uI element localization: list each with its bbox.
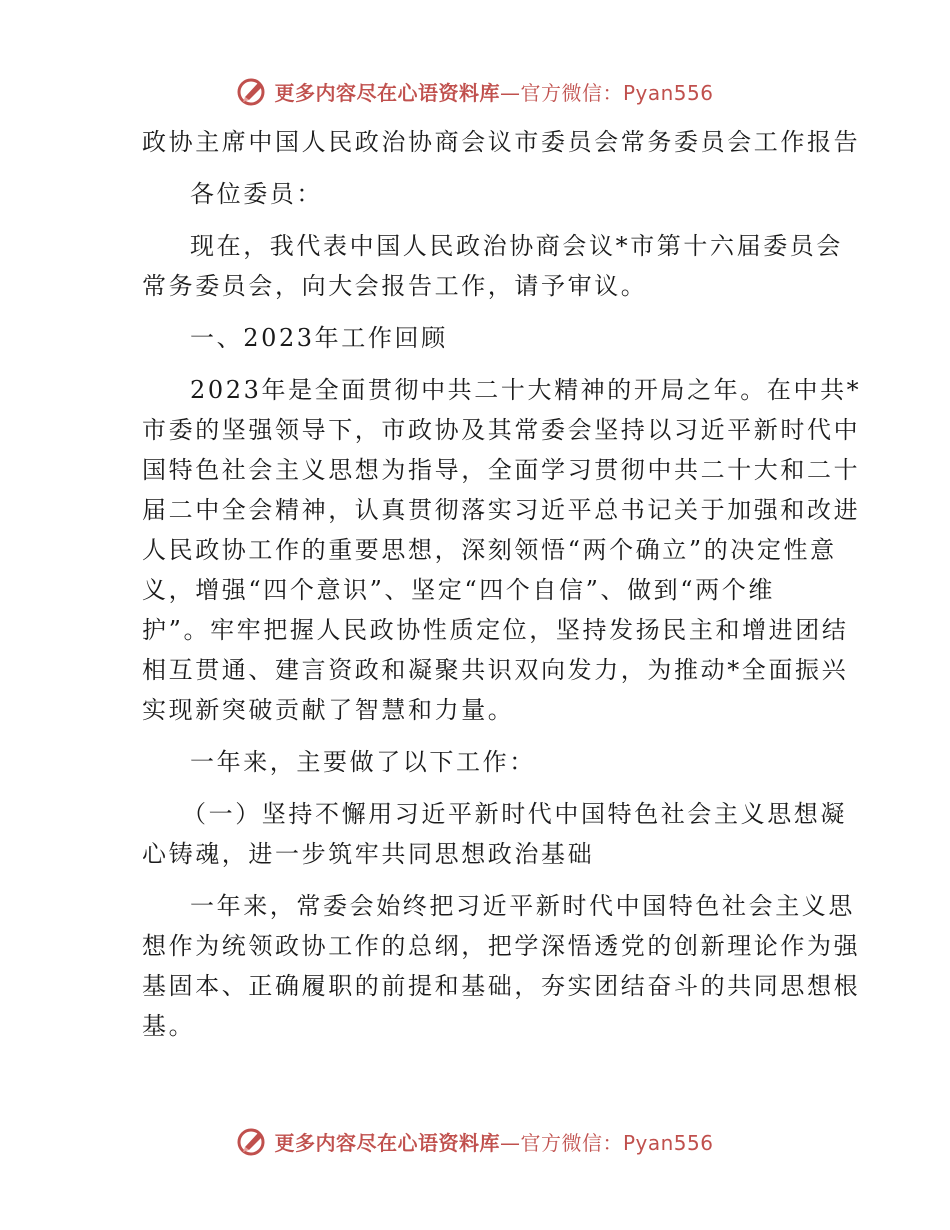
watermark-sub-text: —官方微信：Pyan556 <box>499 80 714 105</box>
document-body <box>142 122 862 1046</box>
intro-line-2: 常务委员会，向大会报告工作，请予审议。 <box>142 272 648 300</box>
watermark-main-text: 更多内容尽在心语资料库 <box>274 80 500 105</box>
pen-logo-icon <box>236 1125 268 1157</box>
section-heading-1: 一、2023年工作回顾 <box>190 324 448 352</box>
review-line-3: 国特色社会主义思想为指导，全面学习贯彻中共二十大和二十 <box>142 456 861 484</box>
watermark-main-text: 更多内容尽在心语资料库 <box>274 1130 500 1155</box>
watermark-footer <box>0 1124 950 1158</box>
watermark-header <box>0 74 950 108</box>
document-title: 政协主席中国人民政治协商会议市委员会常务委员会工作报告 <box>142 128 861 156</box>
review-line-7: 护”。牢牢把握人民政协性质定位，坚持发扬民主和增进团结 <box>142 616 849 644</box>
review-line-9: 实现新突破贡献了智慧和力量。 <box>142 696 515 724</box>
pen-logo-icon <box>236 75 268 107</box>
review-line-5: 人民政协工作的重要思想，深刻领悟“两个确立”的决定性意 <box>142 536 837 564</box>
sub-heading-line-2: 心铸魂，进一步筑牢共同思想政治基础 <box>142 840 595 868</box>
body-line-2: 想作为统领政协工作的总纲，把学深悟透党的创新理论作为强 <box>142 932 861 960</box>
intro-line-1: 现在，我代表中国人民政治协商会议*市第十六届委员会 <box>190 232 843 260</box>
body-line-3: 基固本、正确履职的前提和基础，夯实团结奋斗的共同思想根 <box>142 972 861 1000</box>
body-line-4: 基。 <box>142 1012 196 1040</box>
review-line-2: 市委的坚强领导下，市政协及其常委会坚持以习近平新时代中 <box>142 416 861 444</box>
salutation: 各位委员： <box>190 180 323 208</box>
watermark-sub-text: —官方微信：Pyan556 <box>499 1130 714 1155</box>
review-line-6: 义，增强“四个意识”、坚定“四个自信”、做到“两个维 <box>142 576 775 604</box>
review-line-4: 届二中全会精神，认真贯彻落实习近平总书记关于加强和改进 <box>142 496 861 524</box>
sub-heading-line-1: （一）坚持不懈用习近平新时代中国特色社会主义思想凝 <box>182 800 847 828</box>
body-line-1: 一年来，常委会始终把习近平新时代中国特色社会主义思 <box>190 892 855 920</box>
year-work-intro: 一年来，主要做了以下工作： <box>190 748 536 776</box>
review-line-8: 相互贯通、建言资政和凝聚共识双向发力，为推动*全面振兴 <box>142 656 849 684</box>
review-line-1: 2023年是全面贯彻中共二十大精神的开局之年。在中共* <box>190 376 862 404</box>
